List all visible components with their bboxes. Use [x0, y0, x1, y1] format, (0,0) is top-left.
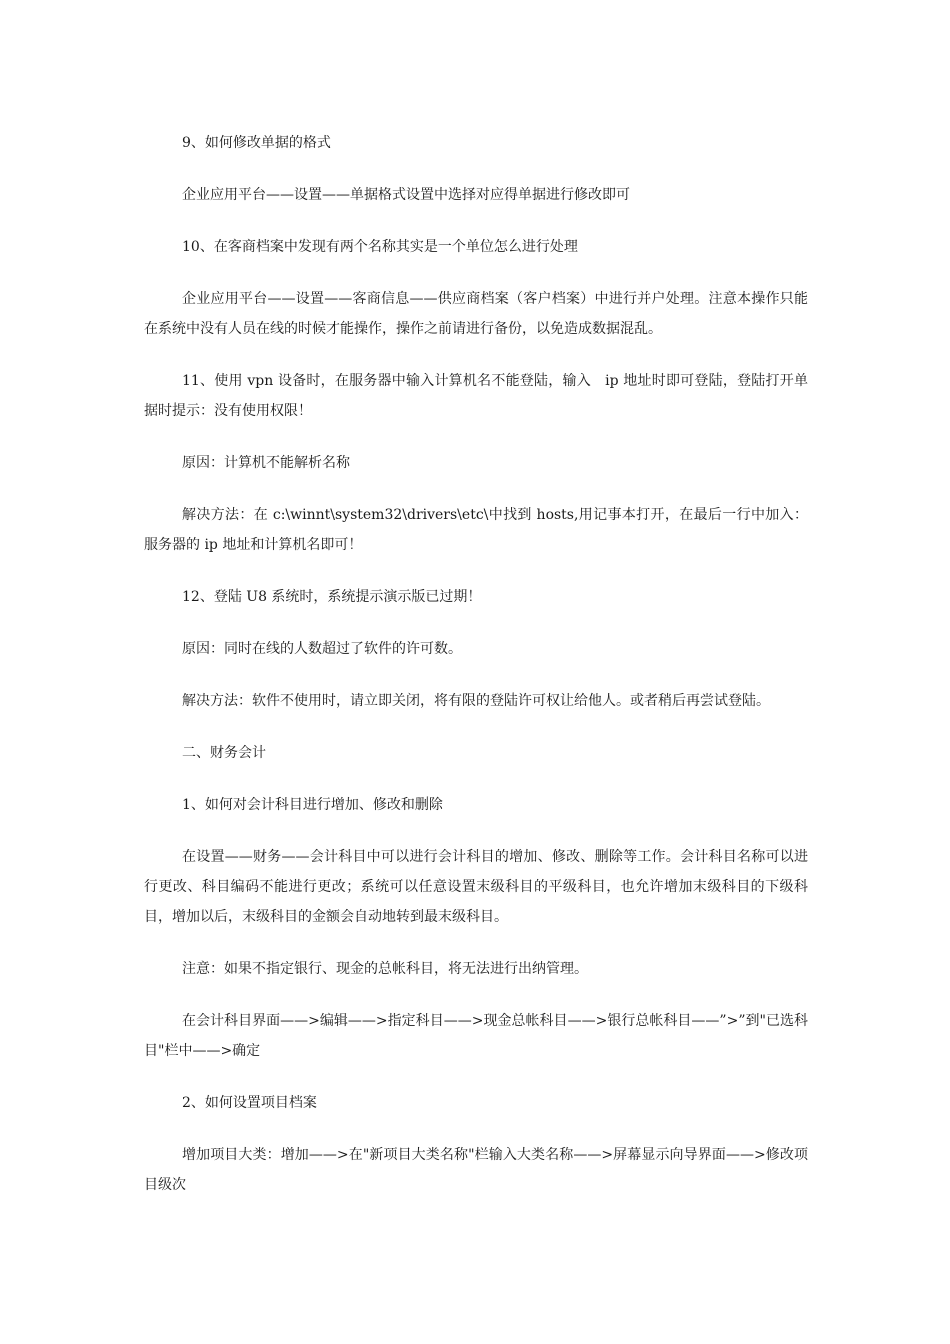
answer-q9: 企业应用平台——设置——单据格式设置中选择对应得单据进行修改即可 — [182, 187, 630, 203]
cause-q11: 原因：计算机不能解析名称 — [182, 455, 350, 471]
heading-f1: 1、如何对会计科目进行增加、修改和删除 — [182, 797, 443, 813]
heading-q9: 9、如何修改单据的格式 — [182, 135, 331, 151]
heading-f2: 2、如何设置项目档案 — [182, 1095, 317, 1111]
cause-q12: 原因：同时在线的人数超过了软件的许可数。 — [182, 641, 462, 657]
heading-q11: 11、使用 vpn 设备时，在服务器中输入计算机名不能登陆，输入 ip 地址时即可登陆，登陆打开单据时提示：没有使用权限！ — [144, 373, 808, 419]
note-f1: 注意：如果不指定银行、现金的总帐科目，将无法进行出纳管理。 — [182, 961, 588, 977]
section-heading-finance: 二、财务会计 — [182, 745, 266, 761]
solution-q12: 解决方法：软件不使用时，请立即关闭，将有限的登陆许可权让给他人。或者稍后再尝试登陆。 — [182, 693, 770, 709]
document-body — [144, 128, 808, 1200]
answer-q10: 企业应用平台——设置——客商信息——供应商档案（客户档案）中进行并户处理。注意本操作只能在系统中没有人员在线的时候才能操作，操作之前请进行备份，以免造成数据混乱。 — [144, 291, 808, 337]
heading-q10: 10、在客商档案中发现有两个名称其实是一个单位怎么进行处理 — [182, 239, 578, 255]
heading-q12: 12、登陆 U8 系统时，系统提示演示版已过期！ — [182, 589, 482, 605]
steps-f1: 在会计科目界面——>编辑——>指定科目——>现金总帐科目——>银行总帐科目——”>”到"已选科目"栏中——>确定 — [144, 1013, 808, 1059]
solution-q11: 解决方法：在 c:\winnt\system32\drivers\etc\中找到 hosts,用记事本打开，在最后一行中加入：服务器的 ip 地址和计算机名即可！ — [144, 507, 808, 553]
answer-f1: 在设置——财务——会计科目中可以进行会计科目的增加、修改、删除等工作。会计科目名称可以进行更改、科目编码不能进行更改；系统可以任意设置末级科目的平级科目，也允许增加末级科目的下级科目，增加以后，末级科目的金额会自动地转到最末级科目。 — [144, 849, 808, 925]
answer-f2: 增加项目大类：增加——>在"新项目大类名称"栏输入大类名称——>屏幕显示向导界面——>修改项目级次 — [144, 1147, 808, 1193]
